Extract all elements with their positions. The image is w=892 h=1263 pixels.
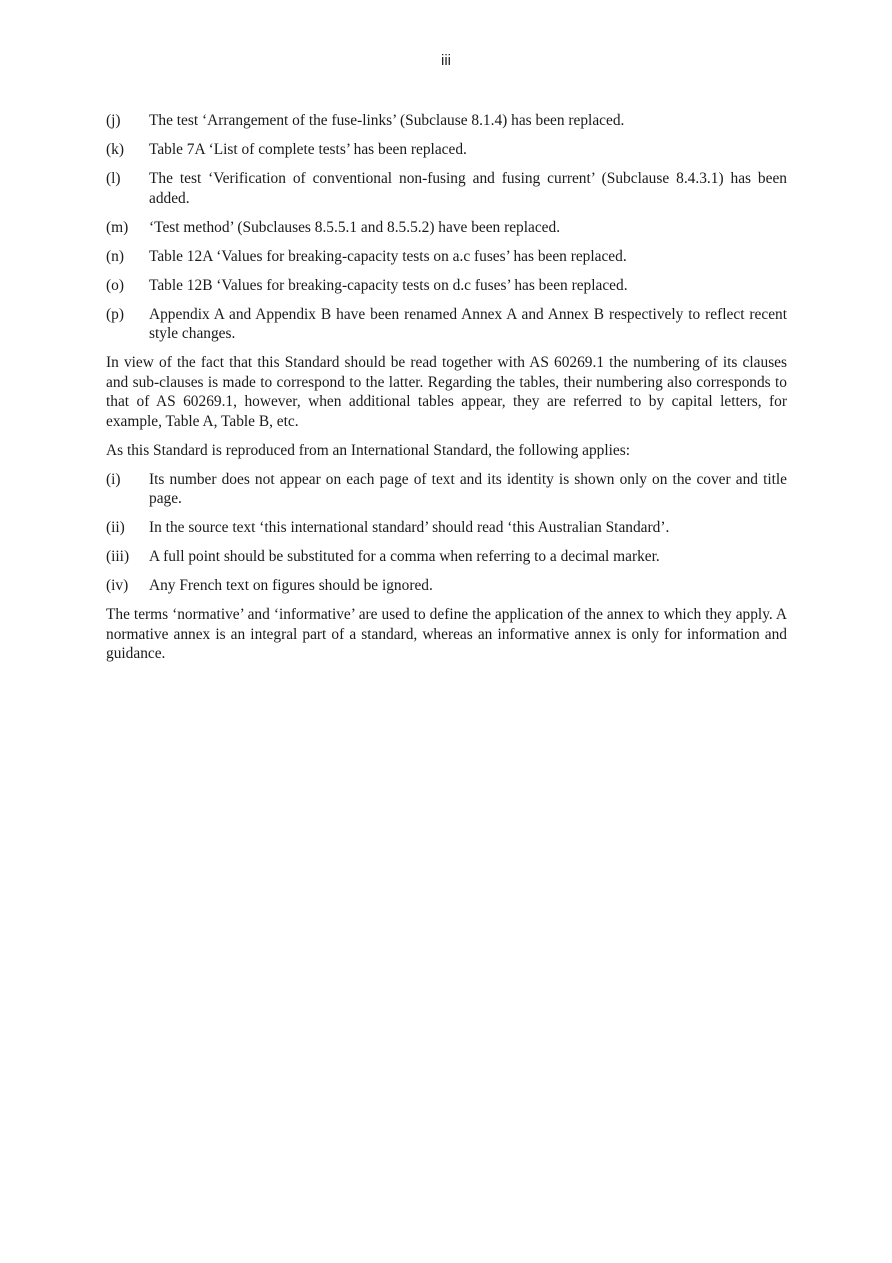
list-item-text: Table 12B ‘Values for breaking-capacity tests on d.c fuses’ has been replaced. — [149, 276, 628, 294]
list-item — [106, 247, 787, 267]
list-item — [106, 140, 787, 160]
list-item-text: ‘Test method’ (Subclauses 8.5.5.1 and 8.5.5.2) have been replaced. — [149, 218, 561, 236]
list-item-label: (n) — [106, 247, 124, 265]
list-item-label: (l) — [106, 170, 121, 187]
list-item-label: (m) — [106, 218, 129, 236]
list-item-text: Appendix A and Appendix B have been renamed Annex A and Annex B respectively to reflect recent style changes. — [149, 305, 787, 342]
reproduced-paragraph: As this Standard is reproduced from an International Standard, the following applies: — [106, 441, 631, 459]
list-item — [106, 111, 787, 131]
list-item-text: Table 7A ‘List of complete tests’ has been replaced. — [149, 141, 467, 158]
page-number: iii — [441, 52, 451, 69]
list-item-label: (j) — [106, 112, 121, 129]
document-body — [106, 111, 787, 673]
list-item-text: Its number does not appear on each page of text and its identity is shown only on the cover and title page. — [149, 470, 787, 507]
list-item — [106, 305, 787, 344]
list-item — [106, 218, 787, 238]
list-item-label: (ii) — [106, 519, 125, 536]
list-item — [106, 547, 787, 567]
list-item-label: (iii) — [106, 548, 130, 565]
list-item-label: (p) — [106, 305, 124, 323]
list-item — [106, 576, 787, 596]
list-item-text: Table 12A ‘Values for breaking-capacity tests on a.c fuses’ has been replaced. — [149, 247, 627, 265]
list-item-text: The test ‘Verification of conventional non-fusing and fusing current’ (Subclause 8.4.3.1) has been added. — [149, 170, 787, 207]
list-item — [106, 276, 787, 296]
list-item-text: In the source text ‘this international standard’ should read ‘this Australian Standard’. — [149, 519, 670, 536]
numbering-paragraph: In view of the fact that this Standard should be read together with AS 60269.1 the numbering of its clauses and sub-clauses is made to correspond to the latter. Regarding the tables, their numbering also corresponds to that of AS 60269.1, however, when additional tables appear, they are referred to by capital letters, for example, Table A, Table B, etc. — [106, 354, 787, 430]
list-item-label: (i) — [106, 470, 121, 488]
list-item — [106, 470, 787, 509]
terms-paragraph: The terms ‘normative’ and ‘informative’ are used to define the application of the annex to which they apply. A normative annex is an integral part of a standard, whereas an informative annex is only for information and guidance. — [106, 606, 787, 662]
list-item-text: The test ‘Arrangement of the fuse-links’ (Subclause 8.1.4) has been replaced. — [149, 112, 625, 129]
list-item-text: Any French text on figures should be ignored. — [149, 577, 433, 594]
list-item — [106, 169, 787, 208]
list-item — [106, 518, 787, 538]
list-item-label: (iv) — [106, 577, 129, 594]
list-item-label: (k) — [106, 141, 124, 158]
list-item-label: (o) — [106, 276, 124, 294]
list-item-text: A full point should be substituted for a comma when referring to a decimal marker. — [149, 548, 660, 565]
